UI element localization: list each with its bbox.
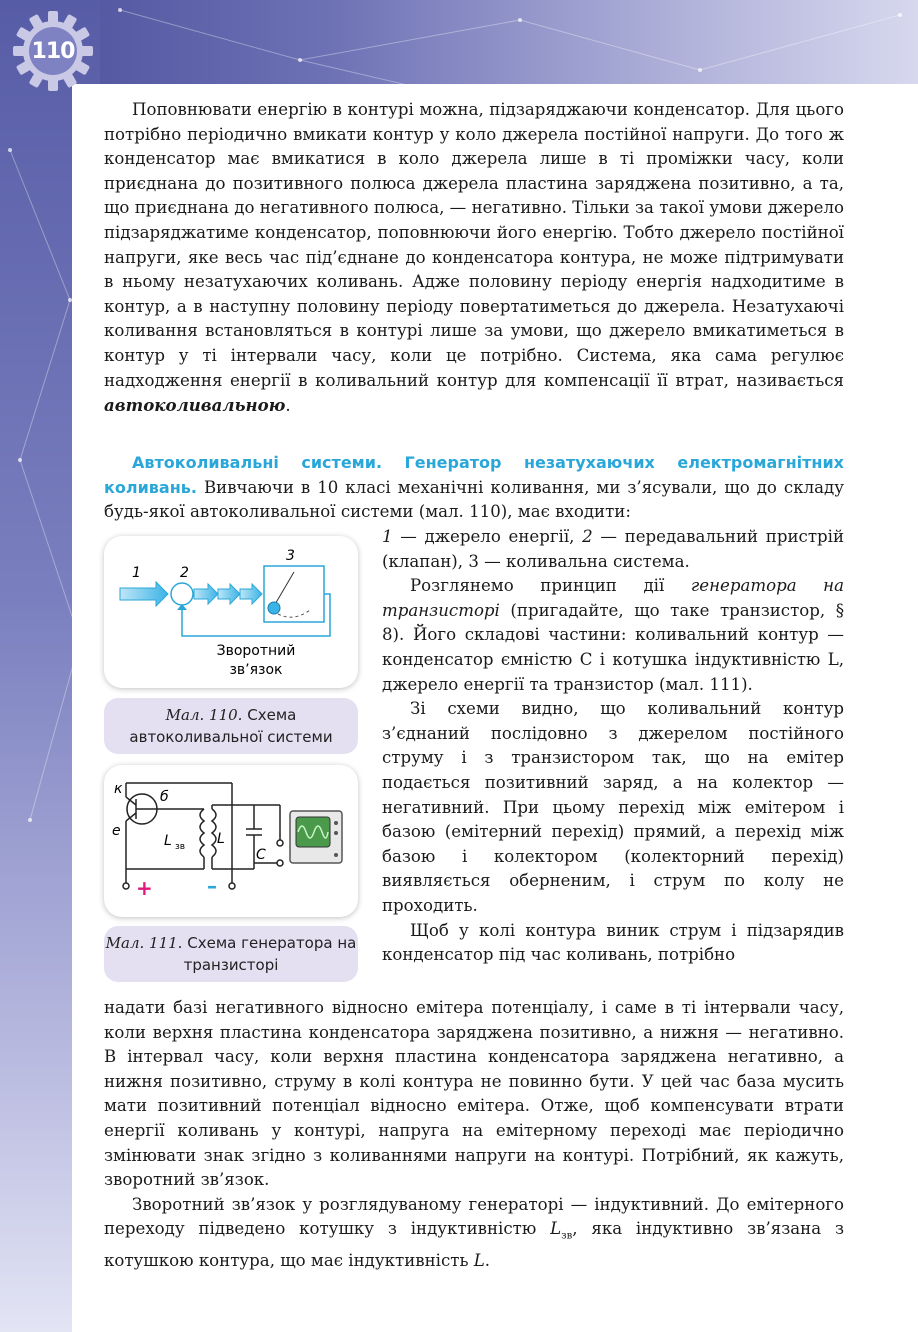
terminal-minus — [229, 883, 235, 889]
label-L-feedback-sub: зв — [175, 842, 186, 852]
paragraph-3-b: (пригадайте, що таке транзистор, § 8). Його складові частини: коливальний контур — конденсатор ємністю C і котушка індуктивністю L, джерело енергії та транзистор (мал. 111). — [382, 600, 844, 694]
symbol-L-feedback-sub: зв — [561, 1230, 573, 1242]
pendulum-bob — [268, 602, 280, 614]
paragraph-6-a: Зворотний зв’язок у розглядуваному генераторі — індуктивний. До емітерного переходу підведено котушку з індуктивністю — [104, 1194, 844, 1239]
right-column-text — [382, 525, 844, 968]
plus-sign: + — [136, 876, 153, 900]
paragraph-4: Зі схеми видно, що коливальний контур з’єднаний послідовно з джерелом постійного струму і з транзистором так, що на емітер подається позитивний заряд, а на колектор — негативний. При цьому перехід між емітером і базою (емітерний перехід) прямий, а перехід між базою і колектором (колекторний перехід) виявляється оберненим, і струм по колу не проходить. — [382, 699, 844, 915]
circuit-coil — [212, 809, 216, 857]
paragraph-1: Поповнювати енергію в контурі можна, підзаряджаючи конденсатор. Для цього потрібно періодично вмикати контур у коло джерела постійної напруги. До того ж конденсатор має вмикатися в коло джерела лише в ті проміжки часу, коли приєднана до позитивного полюса джерела пластина заряджена позитивно, а та, що приєднана до негативного полюса, — негативно. Тільки за такої умови джерело підзаряджатиме конденсатор, поповнюючи його енергію. Тобто джерело постійної напруги, яке весь час під’єднане до конденсатора контура, не може підтримувати в ньому незатухаючих коливань. Адже половину періоду енергія надходитиме в контур, а в наступну половину періоду повертатиметься до джерела. Незатухаючі коливання встановляться в контурі лише за умови, що джерело вмикатиметься в контур у ті інтервали часу, коли це потрібно. Система, яка сама регулює надходження енергії в коливальний контур для компенсації її втрат, називається автоколивальною. — [104, 100, 844, 416]
figure-111-caption — [104, 926, 358, 982]
figure-111-caption-text: Схема генератора на транзисторі — [183, 934, 357, 974]
figure-111-card — [104, 765, 358, 917]
label-C: C — [256, 847, 266, 863]
scope-terminal-2 — [277, 860, 283, 866]
constellation-decoration — [0, 0, 918, 90]
paragraph-3-a: Розглянемо принцип дії — [410, 576, 691, 596]
symbol-L-feedback: L — [550, 1219, 562, 1239]
paragraph-6-c: . — [484, 1251, 491, 1271]
figure-110-caption — [104, 698, 358, 754]
arrow-4 — [240, 584, 262, 604]
paragraph-6-b: , яка індуктивно зв’язана з котушкою контура, що має індуктивність — [104, 1219, 844, 1271]
label-L-feedback: L — [164, 833, 172, 849]
term-autooscillating: автоколивальною — [104, 395, 286, 416]
paragraph-5-top: Щоб у колі контура виник струм і підзарядив конденсатор під час коливань, потрібно — [382, 920, 844, 965]
paragraph-2-text: Вивчаючи в 10 класі механічні коливання, ми з’ясували, що до складу будь-якої автоколивальної системи (мал. 110), має входити: — [104, 477, 844, 522]
figure-110-caption-text: Схема автоколивальної системи — [129, 706, 333, 746]
item-number-1: 1 — [382, 527, 393, 546]
figure-110-caption-label: Мал. 110. — [165, 706, 243, 724]
arrow-3 — [218, 584, 240, 604]
label-3: 3 — [286, 548, 295, 564]
label-emitter: е — [112, 823, 121, 839]
page-number: 110 — [31, 38, 75, 64]
autooscillating-system-diagram — [104, 536, 358, 688]
figure-110-card — [104, 536, 358, 688]
scope-terminal-1 — [277, 840, 283, 846]
transistor-generator-diagram — [104, 765, 358, 917]
paragraph-5-rest: надати базі негативного відносно емітера потенціалу, і саме в ті інтервали часу, коли верхня пластина конденсатора заряджена позитивно, а нижня — негативно. В інтервал часу, коли верхня пластина конденсатора заряджена негативно, а нижня позитивно, струму в колі контура не повинно бути. У цей час база мусить мати позитивний потенціал відносно емітера. Отже, щоб компенсувати втрати енергії коливань у контурі, напруга на емітерному переході має періодично змінювати знак згідно з коливаннями напруги на контурі. Потрібний, як кажуть, зворотний зв’язок. — [104, 998, 844, 1190]
energy-arrow — [120, 582, 168, 606]
header-banner — [0, 0, 918, 90]
arrow-2 — [194, 584, 218, 604]
feedback-coil — [200, 809, 204, 857]
feedback-label-line2: зв’язок — [229, 662, 283, 678]
paragraph-2 — [104, 451, 844, 525]
valve-circle — [171, 583, 193, 605]
oscilloscope-screen — [296, 817, 330, 847]
terminal-plus — [123, 883, 129, 889]
figure-111-caption-label: Мал. 111. — [105, 934, 183, 952]
minus-sign: – — [207, 874, 217, 898]
label-base: б — [160, 789, 169, 805]
term-transistor-generator: генератора на транзисторі — [382, 576, 844, 620]
label-L: L — [217, 831, 225, 847]
item-text-1: — джерело енергії, — [392, 527, 583, 546]
label-collector: к — [114, 781, 123, 797]
label-1: 1 — [132, 565, 141, 581]
item-text-2: — передавальний пристрій (клапан), 3 — коливальна система. — [382, 527, 844, 571]
paragraph-1-text: Поповнювати енергію в контурі можна, підзаряджаючи конденсатор. Для цього потрібно періодично вмикати контур у коло джерела постійної напруги. До того ж конденсатор має вмикатися в коло джерела лише в ті проміжки часу, коли приєднана до позитивного полюса джерела пластина заряджена позитивно, а та, що приєднана до негативного полюса, — негативно. Тільки за такої умови джерело підзаряджатиме конденсатор, поповнюючи його енергію. Тобто джерело постійної напруги, яке весь час під’єднане до конденсатора контура, не може підтримувати в ньому незатухаючих коливань. Адже половину періоду енергія надходитиме в контур, а в наступну половину періоду повертатиметься до джерела. Незатухаючі коливання встановляться в контурі лише за умови, що джерело вмикатиметься в контур у ті інтервали часу, коли це потрібно. Система, яка сама регулює надходження енергії в коливальний контур для компенсації її втрат, називається — [104, 100, 844, 390]
feedback-label-line1: Зворотний — [216, 643, 296, 659]
bottom-text — [104, 996, 844, 1274]
symbol-L: L — [473, 1251, 485, 1271]
section-heading: Автоколивальні системи. Генератор незатухаючих електромагнітних коливань. — [104, 453, 844, 497]
item-number-2: 2 — [582, 527, 593, 546]
label-2: 2 — [180, 565, 189, 581]
